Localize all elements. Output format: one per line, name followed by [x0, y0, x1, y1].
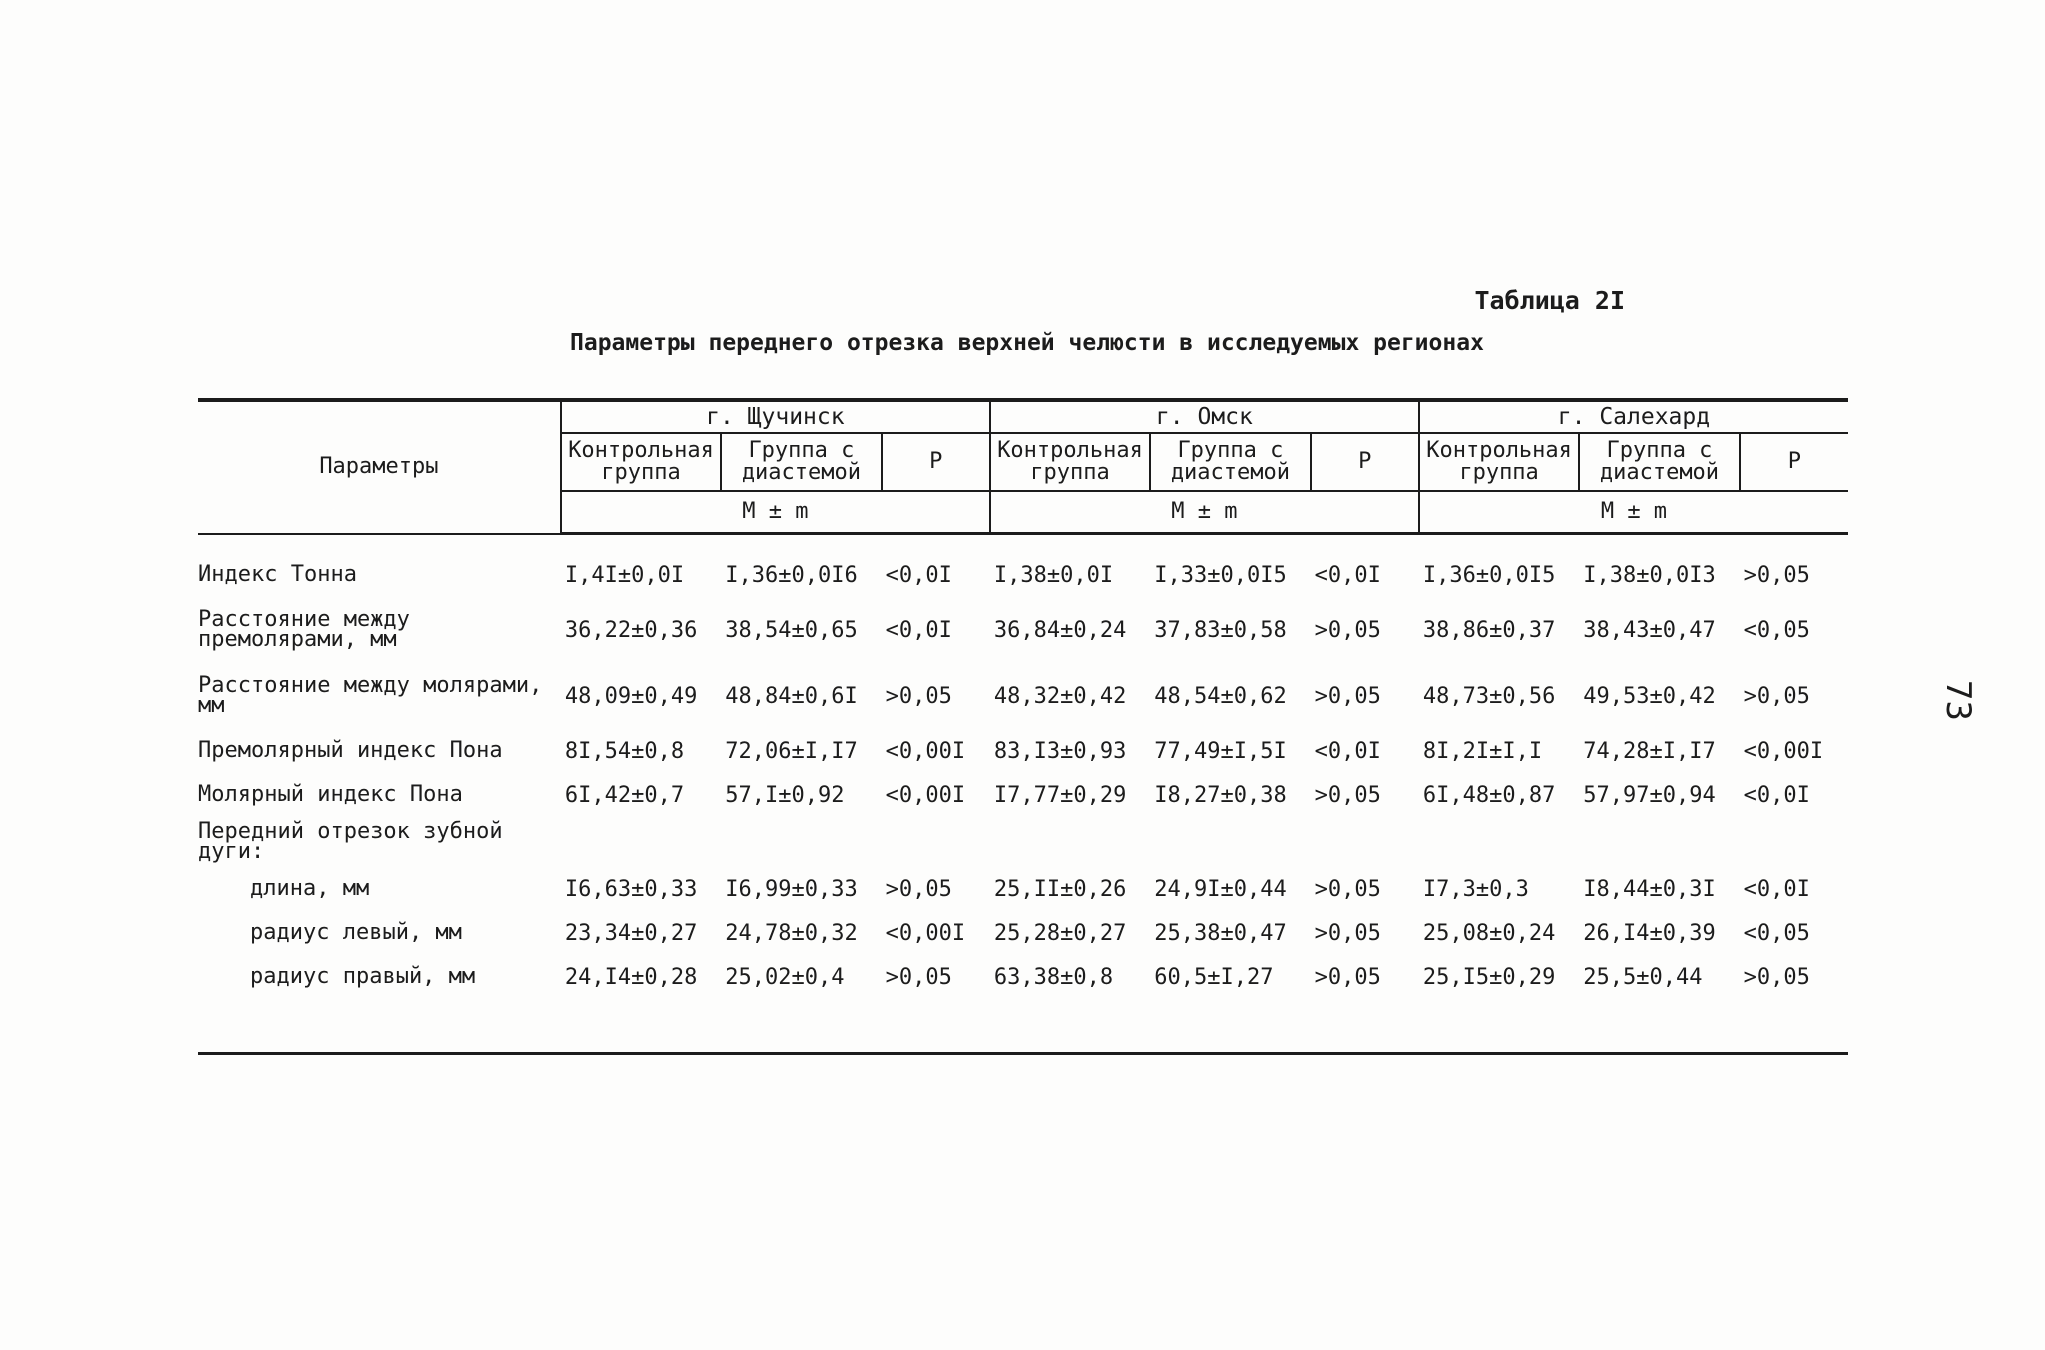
value-cell: 36,84±0,24: [993, 617, 1127, 643]
p-cell: >0,05: [1314, 683, 1381, 709]
p-cell: >0,05: [1743, 964, 1810, 990]
p-cell: <0,00I: [885, 782, 966, 808]
value-cell: 24,I4±0,28: [564, 964, 698, 990]
value-cell: I,4I±0,0I: [564, 562, 685, 588]
table-row: [198, 597, 1848, 663]
diastema-group-header: Группа с диастемой: [1579, 433, 1739, 491]
value-cell: 25,II±0,26: [993, 876, 1127, 902]
p-cell: >0,05: [1314, 920, 1381, 946]
city-header: г. Салехард: [1419, 400, 1848, 433]
p-cell: >0,05: [1314, 617, 1381, 643]
value-cell: I7,3±0,3: [1422, 876, 1529, 902]
value-cell: 6I,42±0,7: [564, 782, 685, 808]
table-row: [198, 773, 1848, 817]
table-body: [198, 534, 1848, 1000]
p-cell: >0,05: [885, 683, 952, 709]
p-value-header: Р: [882, 433, 990, 491]
p-cell: <0,00I: [885, 920, 966, 946]
table-row: [198, 867, 1848, 911]
value-cell: 38,86±0,37: [1422, 617, 1556, 643]
p-cell: <0,00I: [1743, 738, 1824, 764]
value-cell: 77,49±I,5I: [1154, 738, 1287, 764]
value-cell: 24,9I±0,44: [1154, 876, 1287, 902]
p-cell: >0,05: [885, 964, 952, 990]
value-cell: 23,34±0,27: [564, 920, 698, 946]
value-cell: 37,83±0,58: [1154, 617, 1287, 643]
table-row: [198, 729, 1848, 773]
p-cell: <0,05: [1743, 920, 1810, 946]
diastema-group-header: Группа с диастемой: [721, 433, 881, 491]
value-cell: I8,27±0,38: [1154, 782, 1287, 808]
value-cell: 25,08±0,24: [1422, 920, 1556, 946]
value-cell: I,36±0,0I6: [725, 562, 858, 588]
city-header: г. Омск: [990, 400, 1419, 433]
p-cell: >0,05: [1314, 782, 1381, 808]
table-row: [198, 663, 1848, 729]
page-number: 73: [1938, 680, 1978, 721]
value-cell: I,33±0,0I5: [1154, 562, 1287, 588]
p-cell: <0,0I: [885, 562, 952, 588]
value-cell: 36,22±0,36: [564, 617, 698, 643]
value-cell: 25,38±0,47: [1154, 920, 1287, 946]
p-value-header: Р: [1740, 433, 1848, 491]
param-column-header: Параметры: [198, 400, 561, 534]
value-cell: 72,06±I,I7: [725, 738, 858, 764]
p-cell: >0,05: [1743, 683, 1810, 709]
value-cell: I6,63±0,33: [564, 876, 698, 902]
value-cell: 57,I±0,92: [725, 782, 845, 808]
table-caption: Таблица 2I: [1474, 286, 1625, 315]
p-cell: <0,0I: [1314, 562, 1381, 588]
p-cell: <0,05: [1743, 617, 1810, 643]
param-cell: Молярный индекс Пона: [198, 782, 463, 807]
value-cell: 48,09±0,49: [564, 683, 698, 709]
value-cell: 48,73±0,56: [1422, 683, 1556, 709]
control-group-header: Контрольная группа: [1419, 433, 1579, 491]
control-group-header: Контрольная группа: [990, 433, 1150, 491]
p-value-header: Р: [1311, 433, 1419, 491]
p-cell: <0,0I: [1743, 782, 1810, 808]
param-cell: радиус правый, мм: [250, 964, 476, 989]
value-cell: 25,5±0,44: [1583, 964, 1703, 990]
empty-cell: [561, 817, 1848, 867]
table-header: [198, 400, 1848, 534]
p-cell: >0,05: [1314, 876, 1381, 902]
value-cell: I,38±0,0I: [993, 562, 1114, 588]
p-cell: >0,05: [885, 876, 952, 902]
value-cell: 74,28±I,I7: [1583, 738, 1716, 764]
value-cell: 26,I4±0,39: [1583, 920, 1716, 946]
param-cell: длина, мм: [250, 876, 370, 901]
value-cell: I,38±0,0I3: [1583, 562, 1716, 588]
value-cell: 38,54±0,65: [725, 617, 858, 643]
param-cell: Расстояние между молярами, мм: [198, 673, 543, 718]
p-cell: >0,05: [1743, 562, 1810, 588]
value-cell: 25,28±0,27: [993, 920, 1127, 946]
value-cell: 24,78±0,32: [725, 920, 858, 946]
table-row: [198, 534, 1848, 598]
value-cell: 60,5±I,27: [1154, 964, 1274, 990]
value-cell: 6I,48±0,87: [1422, 782, 1556, 808]
value-cell: 38,43±0,47: [1583, 617, 1716, 643]
p-cell: <0,00I: [885, 738, 966, 764]
stat-label: М ± m: [1419, 491, 1848, 534]
stat-label: М ± m: [990, 491, 1419, 534]
value-cell: 25,I5±0,29: [1422, 964, 1556, 990]
value-cell: 83,I3±0,93: [993, 738, 1127, 764]
value-cell: 57,97±0,94: [1583, 782, 1716, 808]
table-bottom-rule: [198, 1052, 1848, 1055]
value-cell: 8I,2I±I,I: [1422, 738, 1543, 764]
param-cell: Индекс Тонна: [198, 561, 357, 587]
city-header: г. Щучинск: [561, 400, 990, 433]
p-cell: <0,0I: [1314, 738, 1381, 764]
value-cell: 49,53±0,42: [1583, 683, 1716, 709]
param-cell: радиус левый, мм: [250, 920, 462, 945]
param-cell: Расстояние между премолярами, мм: [198, 607, 410, 652]
diastema-group-header: Группа с диастемой: [1150, 433, 1310, 491]
value-cell: I8,44±0,3I: [1583, 876, 1716, 902]
table-title: Параметры переднего отрезка верхней челюсти в исследуемых регионах: [570, 330, 1484, 356]
value-cell: 48,32±0,42: [993, 683, 1127, 709]
stat-label: М ± m: [561, 491, 990, 534]
p-cell: <0,0I: [1743, 876, 1810, 902]
value-cell: I6,99±0,33: [725, 876, 858, 902]
param-cell: Премолярный индекс Пона: [198, 738, 503, 763]
control-group-header: Контрольная группа: [561, 433, 721, 491]
value-cell: I,36±0,0I5: [1422, 562, 1556, 588]
value-cell: 25,02±0,4: [725, 964, 845, 990]
value-cell: I7,77±0,29: [993, 782, 1127, 808]
data-table: [198, 398, 1848, 999]
table-row: [198, 911, 1848, 955]
data-table-container: [198, 398, 1848, 999]
param-group-heading: Передний отрезок зубной дуги:: [198, 819, 503, 864]
table-row: [198, 955, 1848, 999]
value-cell: 63,38±0,8: [993, 964, 1114, 990]
table-row: [198, 817, 1848, 867]
value-cell: 48,84±0,6I: [725, 683, 858, 709]
value-cell: 8I,54±0,8: [564, 738, 685, 764]
p-cell: >0,05: [1314, 964, 1381, 990]
p-cell: <0,0I: [885, 617, 952, 643]
value-cell: 48,54±0,62: [1154, 683, 1287, 709]
